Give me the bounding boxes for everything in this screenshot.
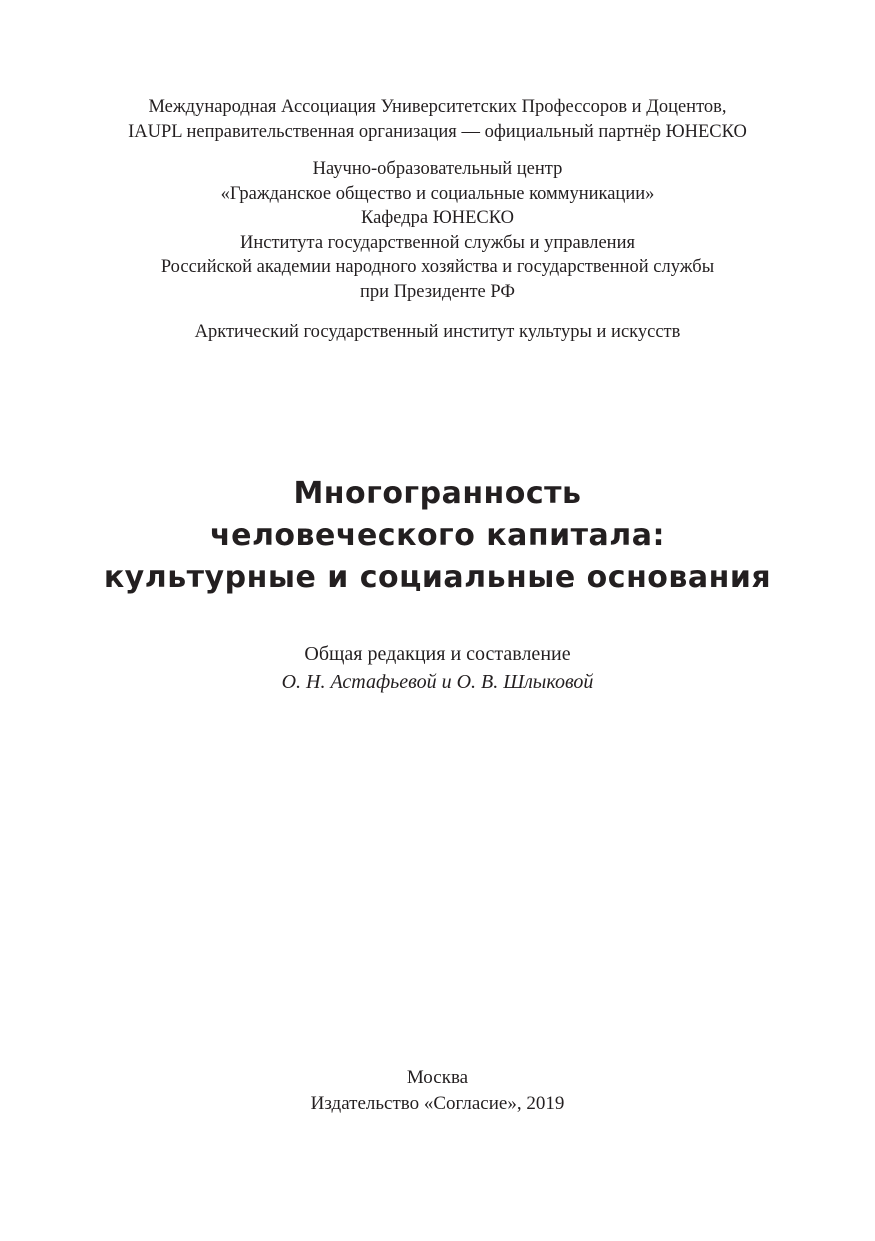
imprint-city: Москва (406, 1067, 469, 1088)
research-center-block (0, 157, 875, 304)
editors-block (0, 640, 875, 696)
book-title (0, 473, 875, 599)
title-line-3: культурные и социальные основания (103, 560, 772, 595)
association-header (0, 95, 875, 144)
title-line-2: человеческого капитала: (210, 518, 665, 553)
editors-names: О. Н. Астафьевой и О. В. Шлыковой (281, 671, 594, 693)
title-line-1: Многогранность (293, 476, 582, 511)
center-line-6: при Президенте РФ (360, 281, 515, 302)
center-line-1: Научно-образовательный центр (312, 159, 563, 179)
association-line-2: IAUPL неправительственная организация — официальный партнёр ЮНЕСКО (128, 121, 747, 142)
editors-label: Общая редакция и составление (304, 643, 571, 665)
center-line-5: Российской академии народного хозяйства и государственной службы (160, 257, 715, 277)
center-line-3: Кафедра ЮНЕСКО (360, 208, 514, 228)
arctic-institute (0, 320, 875, 345)
imprint-publisher: Издательство «Согласие», 2019 (310, 1092, 565, 1114)
center-line-2: «Гражданское общество и социальные коммуникации» (220, 183, 655, 204)
arctic-institute-line: Арктический государственный институт культуры и искусств (194, 322, 681, 342)
association-line-1: Международная Ассоциация Университетских Профессоров и Доцентов, (148, 97, 727, 117)
imprint-block (0, 1065, 875, 1116)
center-line-4: Института государственной службы и управления (239, 232, 635, 253)
